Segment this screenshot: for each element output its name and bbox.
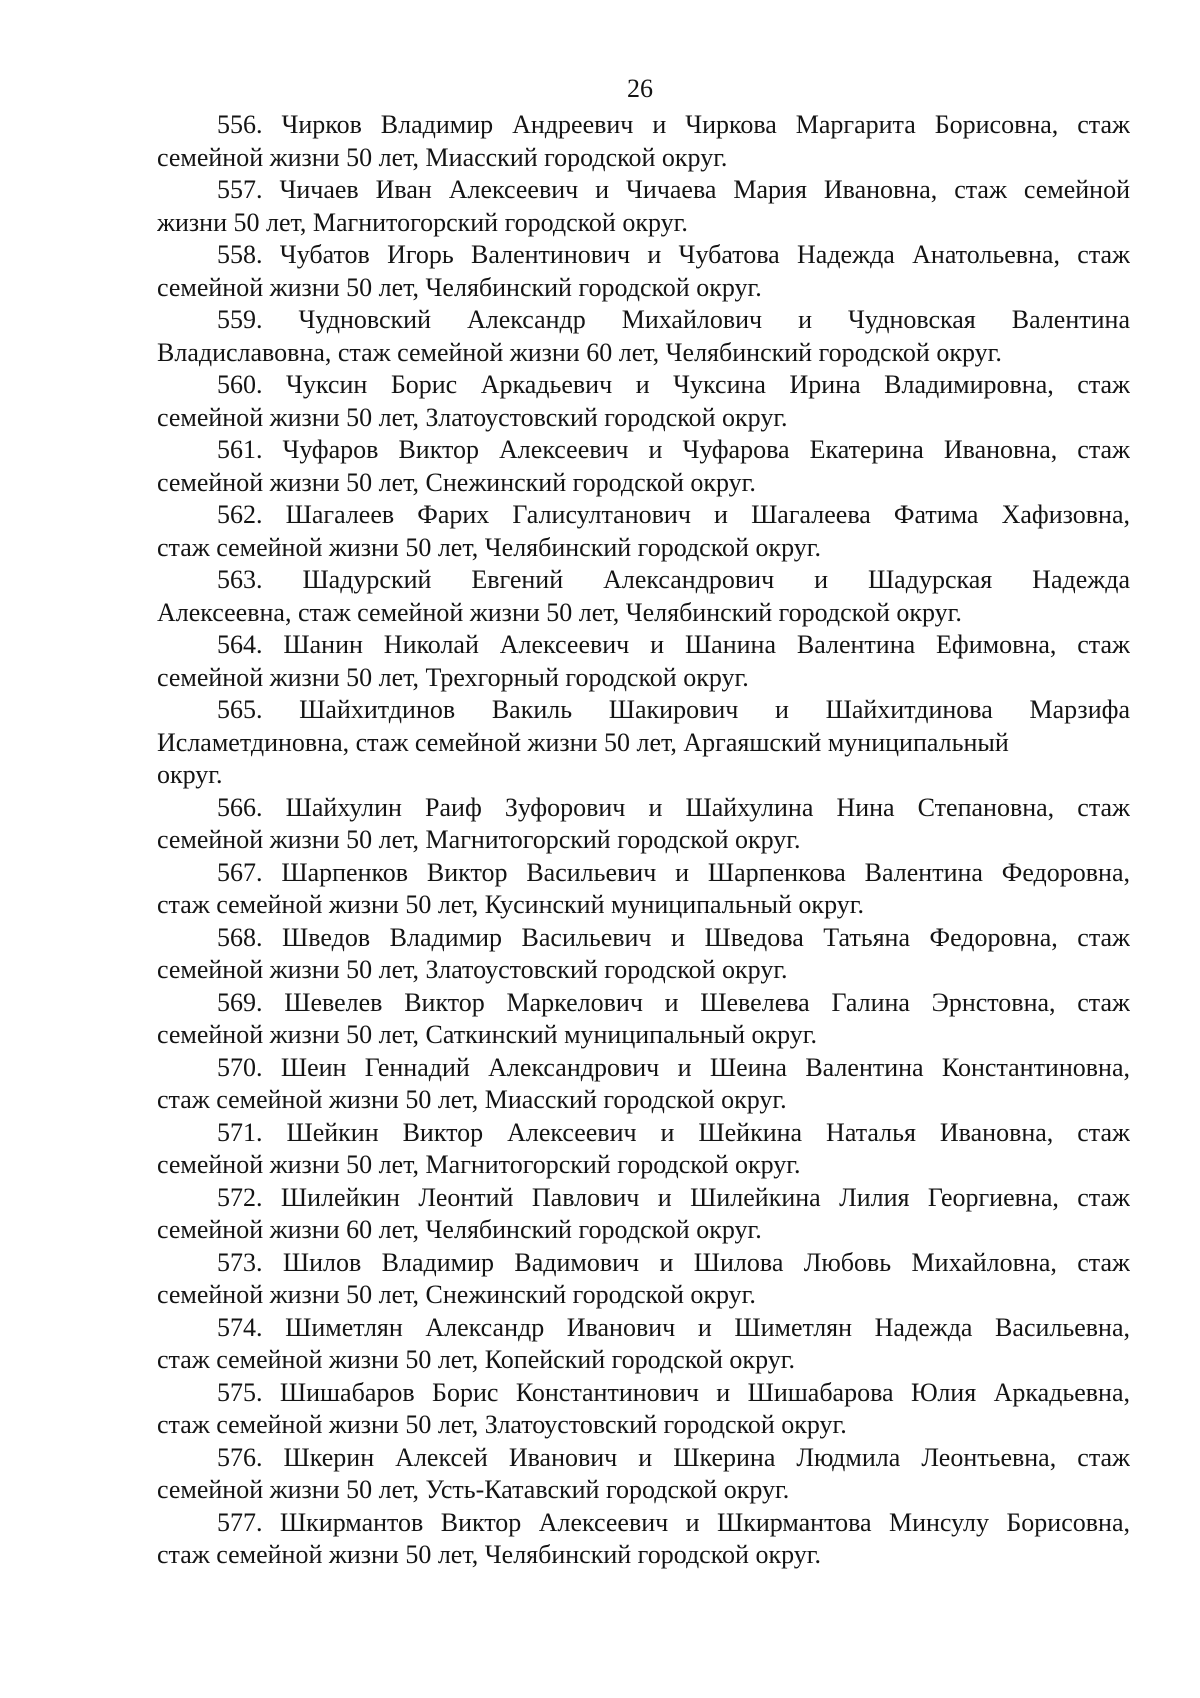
entry-first-line: 561. Чуфаров Виктор Алексеевич и Чуфарова Екатерина Ивановна, стаж	[217, 435, 1130, 464]
list-item	[157, 629, 1130, 694]
list-item	[157, 499, 1130, 564]
entry-list	[157, 109, 1130, 1572]
list-item	[157, 987, 1130, 1052]
entry-first-line: 576. Шкерин Алексей Иванович и Шкерина Людмила Леонтьевна, стаж	[217, 1442, 1130, 1472]
entry-continuation-line: семейной жизни 50 лет, Снежинский городской округ.	[157, 1280, 756, 1309]
entry-continuation-line: стаж семейной жизни 50 лет, Кусинский муниципальный округ.	[157, 890, 864, 919]
entry-continuation-line: семейной жизни 50 лет, Златоустовский городской округ.	[157, 955, 788, 984]
entry-first-line: 574. Шиметлян Александр Иванович и Шиметлян Надежда Васильевна,	[217, 1312, 1130, 1342]
entry-continuation-line: стаж семейной жизни 50 лет, Златоустовский городской округ.	[157, 1410, 847, 1439]
entry-continuation-line: Алексеевна, стаж семейной жизни 50 лет, Челябинский городской округ.	[157, 597, 962, 627]
list-item	[157, 1117, 1130, 1182]
entry-continuation-line: семейной жизни 50 лет, Магнитогорский городской округ.	[157, 1150, 801, 1179]
entry-continuation-line: семейной жизни 50 лет, Саткинский муниципальный округ.	[157, 1020, 818, 1049]
entry-first-line: 560. Чуксин Борис Аркадьевич и Чуксина Ирина Владимировна, стаж	[217, 370, 1130, 399]
entry-continuation-line: стаж семейной жизни 50 лет, Миасский городской округ.	[157, 1085, 787, 1114]
entry-first-line: 562. Шагалеев Фарих Галисултанович и Шагалеева Фатима Хафизовна,	[217, 500, 1130, 529]
entry-first-line: 565. Шайхитдинов Вакиль Шакирович и Шайхитдинова Марзифа	[217, 695, 1130, 724]
list-item	[157, 1442, 1130, 1507]
entry-continuation-line: Исламетдиновна, стаж семейной жизни 50 лет, Аргаяшский муниципальный	[157, 727, 1009, 757]
entry-first-line: 557. Чичаев Иван Алексеевич и Чичаева Мария Ивановна, стаж семейной	[217, 175, 1130, 204]
entry-continuation-line: семейной жизни 50 лет, Магнитогорский городской округ.	[157, 825, 801, 854]
entry-first-line: 556. Чирков Владимир Андреевич и Чиркова Маргарита Борисовна, стаж	[217, 110, 1130, 139]
entry-first-line: 572. Шилейкин Леонтий Павлович и Шилейкина Лилия Георгиевна, стаж	[217, 1182, 1130, 1212]
list-item	[157, 174, 1130, 239]
entry-continuation-line: семейной жизни 50 лет, Усть-Катавский городской округ.	[157, 1475, 790, 1504]
entry-first-line: 575. Шишабаров Борис Константинович и Шишабарова Юлия Аркадьевна,	[217, 1377, 1130, 1407]
page-number: 26	[627, 74, 653, 103]
list-item	[157, 792, 1130, 857]
entry-first-line: 570. Шеин Геннадий Александрович и Шеина Валентина Константиновна,	[217, 1052, 1130, 1082]
entry-first-line: 571. Шейкин Виктор Алексеевич и Шейкина Наталья Ивановна, стаж	[217, 1117, 1130, 1147]
entry-continuation-line: округ.	[157, 760, 223, 789]
entry-first-line: 568. Шведов Владимир Васильевич и Шведова Татьяна Федоровна, стаж	[217, 922, 1130, 952]
entry-first-line: 566. Шайхулин Раиф Зуфорович и Шайхулина Нина Степановна, стаж	[217, 792, 1130, 822]
list-item	[157, 239, 1130, 304]
entry-continuation-line: стаж семейной жизни 50 лет, Копейский городской округ.	[157, 1345, 795, 1374]
entry-continuation-line: семейной жизни 50 лет, Трехгорный городской округ.	[157, 662, 749, 692]
entry-continuation-line: жизни 50 лет, Магнитогорский городской округ.	[157, 207, 688, 237]
list-item	[157, 1377, 1130, 1442]
list-item	[157, 1182, 1130, 1247]
entry-continuation-line: семейной жизни 50 лет, Миасский городской округ.	[157, 142, 728, 172]
entry-first-line: 559. Чудновский Александр Михайлович и Чудновская Валентина	[217, 305, 1130, 334]
list-item	[157, 1052, 1130, 1117]
entry-first-line: 569. Шевелев Виктор Маркелович и Шевелева Галина Эрнстовна, стаж	[217, 987, 1130, 1017]
list-item	[157, 304, 1130, 369]
list-item	[157, 369, 1130, 434]
entry-continuation-line: стаж семейной жизни 50 лет, Челябинский городской округ.	[157, 532, 821, 562]
entry-first-line: 573. Шилов Владимир Вадимович и Шилова Любовь Михайловна, стаж	[217, 1247, 1130, 1277]
entry-continuation-line: семейной жизни 50 лет, Челябинский городской округ.	[157, 272, 762, 302]
list-item	[157, 1247, 1130, 1312]
entry-first-line: 558. Чубатов Игорь Валентинович и Чубатова Надежда Анатольевна, стаж	[217, 240, 1130, 269]
entry-first-line: 564. Шанин Николай Алексеевич и Шанина Валентина Ефимовна, стаж	[217, 630, 1130, 659]
entry-continuation-line: семейной жизни 50 лет, Златоустовский городской округ.	[157, 402, 788, 432]
entry-continuation-line: Владиславовна, стаж семейной жизни 60 лет, Челябинский городской округ.	[157, 337, 1002, 367]
list-item	[157, 857, 1130, 922]
entry-first-line: 567. Шарпенков Виктор Васильевич и Шарпенкова Валентина Федоровна,	[217, 857, 1130, 887]
list-item	[157, 1507, 1130, 1572]
list-item	[157, 694, 1130, 792]
list-item	[157, 922, 1130, 987]
entry-continuation-line: семейной жизни 50 лет, Снежинский городской округ.	[157, 467, 756, 497]
entry-first-line: 577. Шкирмантов Виктор Алексеевич и Шкирмантова Минсулу Борисовна,	[217, 1507, 1130, 1537]
list-item	[157, 434, 1130, 499]
entry-continuation-line: семейной жизни 60 лет, Челябинский городской округ.	[157, 1215, 762, 1244]
entry-continuation-line: стаж семейной жизни 50 лет, Челябинский городской округ.	[157, 1540, 821, 1569]
list-item	[157, 109, 1130, 174]
entry-first-line: 563. Шадурский Евгений Александрович и Шадурская Надежда	[217, 565, 1130, 594]
list-item	[157, 1312, 1130, 1377]
list-item	[157, 564, 1130, 629]
